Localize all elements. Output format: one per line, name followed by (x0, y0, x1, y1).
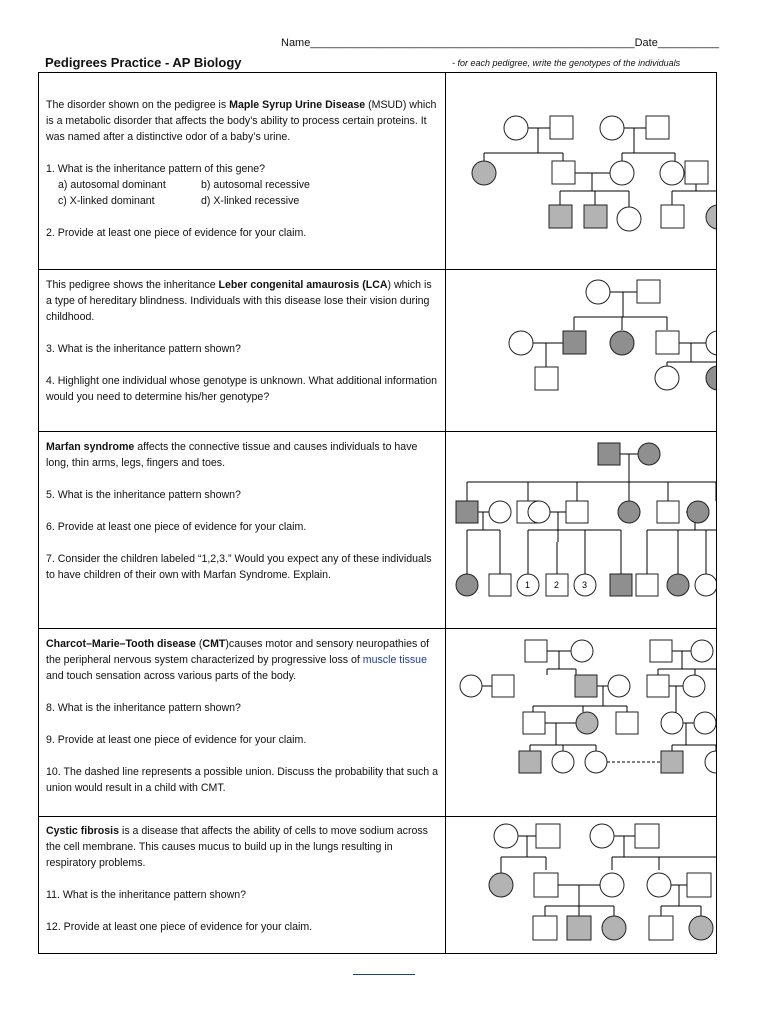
marfan-intro: Marfan syndrome affects the connective tissue and causes individuals to have long, thin arms, legs, fingers and toes. (46, 441, 418, 469)
pedigree-marfan (446, 432, 716, 629)
section-marfan (39, 432, 716, 629)
section-cmt (39, 629, 716, 817)
cmt-text (46, 636, 440, 796)
child-label-1: 1 (525, 580, 531, 590)
msud-text (46, 97, 440, 241)
section-msud (39, 73, 716, 270)
instructions: - for each pedigree, write the genotypes of the individuals (452, 58, 681, 68)
cf-text (46, 823, 440, 935)
marfan-text (46, 439, 440, 583)
cf-intro: Cystic fibrosis is a disease that affects the ability of cells to move sodium across the cell membrane. This causes mucus to build up in the lungs resulting in respiratory problems. (46, 825, 428, 869)
name-date-line[interactable]: Name_____________________________________________________Date__________ (281, 37, 719, 49)
question-12: 12. Provide at least one piece of evidence for your claim. (46, 921, 313, 933)
question-2: 2. Provide at least one piece of evidence for your claim. (46, 227, 307, 239)
lca-text (46, 277, 440, 405)
child-label-3: 3 (582, 580, 588, 590)
msud-intro: The disorder shown on the pedigree is Maple Syrup Urine Disease (MSUD) which is a metabolic disorder that affects the body’s ability to process certain proteins. It was named after a distinctive odor of a baby’s urine. (46, 99, 437, 143)
lca-intro: This pedigree shows the inheritance Leber congenital amaurosis (LCA) which is a type of hereditary blindness. Individuals with this disease lose their vision during childhood. (46, 279, 432, 323)
worksheet-table (38, 72, 717, 954)
section-cf (39, 817, 716, 954)
cmt-intro: Charcot–Marie–Tooth disease (CMT)causes motor and sensory neuropathies of the peripheral nervous system characterized by progressive loss of muscle tissue and touch sensation across various parts of the body. (46, 638, 430, 682)
question-6: 6. Provide at least one piece of evidence for your claim. (46, 521, 307, 533)
question-9: 9. Provide at least one piece of evidence for your claim. (46, 734, 307, 746)
pedigree-msud (446, 73, 716, 270)
muscle-tissue-link[interactable]: muscle tissue (362, 654, 427, 666)
pedigree-cf (446, 817, 716, 954)
question-1: 1. What is the inheritance pattern of this gene? (46, 163, 266, 175)
pedigree-lca (446, 270, 716, 432)
footer-link[interactable] (353, 974, 415, 975)
page-title: Pedigrees Practice - AP Biology (45, 55, 242, 70)
question-11: 11. What is the inheritance pattern shown? (46, 889, 247, 901)
question-10: 10. The dashed line represents a possible union. Discuss the probability that such a union would result in a child with CMT. (46, 766, 439, 794)
question-1-options-ab: a) autosomal dominant b) autosomal recessive (58, 179, 310, 191)
question-5: 5. What is the inheritance pattern shown? (46, 489, 241, 501)
question-7: 7. Consider the children labeled “1,2,3.” Would you expect any of these individuals to have children of their own with Marfan Syndrome. Explain. (46, 553, 432, 581)
child-label-2: 2 (554, 580, 560, 590)
question-4: 4. Highlight one individual whose genotype is unknown. What additional information would you need to determine his/her genotype? (46, 375, 438, 403)
section-lca (39, 270, 716, 432)
question-8: 8. What is the inheritance pattern shown? (46, 702, 241, 714)
question-3: 3. What is the inheritance pattern shown? (46, 343, 241, 355)
pedigree-cmt (446, 629, 716, 817)
question-1-options-cd: c) X-linked dominant d) X-linked recessive (58, 195, 300, 207)
